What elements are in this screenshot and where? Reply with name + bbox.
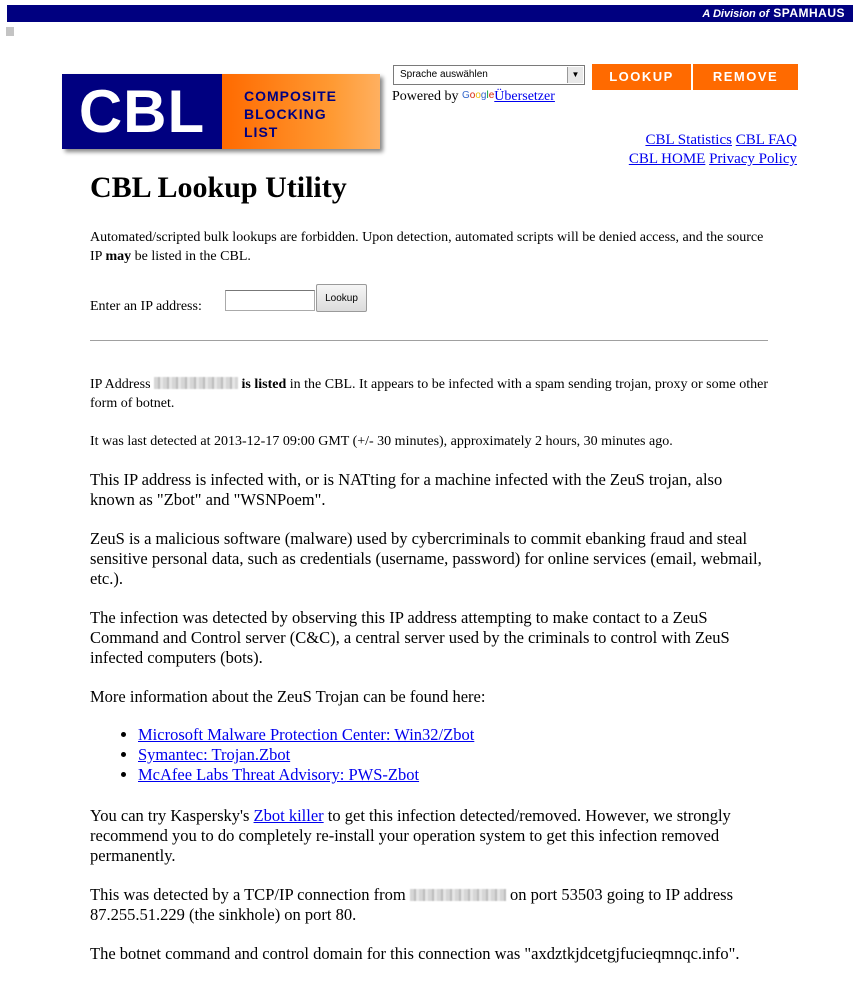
cbl-home-link[interactable]: CBL HOME <box>628 151 706 167</box>
ip-address-label: Enter an IP address: <box>90 299 202 314</box>
list-item <box>138 745 474 765</box>
divider <box>90 340 768 341</box>
spamhaus-logo[interactable]: SPAMHAUS <box>773 6 845 20</box>
listing-result: IP Address is listed in the CBL. It appears to be infected with a spam sending trojan, proxy or some other form of botnet. <box>90 377 768 411</box>
zeus-description: ZeuS is a malicious software (malware) used by cybercriminals to commit ebanking fraud and steal sensitive personal data, such as credentials (username, password) for online services (email, webmail, etc.). <box>90 529 762 588</box>
lookup-submit-button[interactable]: Lookup <box>316 284 367 312</box>
division-text: A Division of <box>702 8 770 20</box>
list-item <box>138 765 474 785</box>
bulk-lookup-warning: Automated/scripted bulk lookups are forbidden. Upon detection, automated scripts will be denied access, and the source IP may be listed in the CBL. <box>90 230 764 264</box>
last-detected: It was last detected at 2013-12-17 09:00 GMT (+/- 30 minutes), approximately 2 hours, 30 minutes ago. <box>90 434 673 449</box>
language-select[interactable] <box>393 65 585 85</box>
google-logo: Google <box>462 90 495 101</box>
page-title: CBL Lookup Utility <box>90 171 347 204</box>
kaspersky-recommendation: You can try Kaspersky's Zbot killer to get this infection detected/removed. However, we strongly recommend you to do completely re-install your operation system to get this infection removed permanently. <box>90 806 731 865</box>
powered-by-label: Powered by <box>392 89 459 104</box>
symantec-zbot-link[interactable]: Symantec: Trojan.Zbot <box>138 745 291 764</box>
mcafee-zbot-link[interactable]: McAfee Labs Threat Advisory: PWS-Zbot <box>138 765 420 784</box>
infection-summary: This IP address is infected with, or is NATting for a machine infected with the ZeuS trojan, also known as "Zbot" and "WSNPoem". <box>90 470 723 509</box>
detection-method: The infection was detected by observing this IP address attempting to make contact to a ZeuS Command and Control server (C&C), a central server used by the criminals to control with ZeuS infected computers (bots). <box>90 608 730 667</box>
cbl-logo-name <box>222 74 380 149</box>
chevron-down-icon[interactable]: ▼ <box>567 67 583 83</box>
zbot-killer-link[interactable]: Zbot killer <box>253 806 324 825</box>
reference-links <box>90 725 474 785</box>
list-item <box>138 725 474 745</box>
microsoft-zbot-link[interactable]: Microsoft Malware Protection Center: Win32/Zbot <box>138 725 475 744</box>
main-nav-buttons <box>592 64 798 90</box>
privacy-policy-link[interactable]: Privacy Policy <box>709 151 797 167</box>
cbl-faq-link[interactable]: CBL FAQ <box>735 132 797 148</box>
spamhaus-division-bar <box>7 5 853 22</box>
cbl-logo-acronym: CBL <box>62 74 222 149</box>
redacted-ip <box>154 377 238 389</box>
logo-line-blocking: BLOCKING <box>244 106 327 122</box>
language-select-value: Sprache auswählen <box>400 69 488 80</box>
more-info-intro: More information about the ZeuS Trojan can be found here: <box>90 687 486 706</box>
cbl-statistics-link[interactable]: CBL Statistics <box>645 132 732 148</box>
logo-line-list: LIST <box>244 124 279 140</box>
botnet-domain: The botnet command and control domain for this connection was "axdztkjdcetgjfucieqmnqc.info". <box>90 944 740 963</box>
logo-line-composite: COMPOSITE <box>244 88 338 104</box>
lookup-nav-button[interactable]: LOOKUP <box>592 64 691 90</box>
remove-nav-button[interactable]: REMOVE <box>691 64 798 90</box>
ip-address-input[interactable] <box>225 290 315 311</box>
translator-link[interactable]: Übersetzer <box>494 89 555 104</box>
top-links <box>629 131 797 169</box>
powered-by-google <box>392 89 555 105</box>
cbl-logo[interactable] <box>62 74 380 149</box>
connection-details: This was detected by a TCP/IP connection from on port 53503 going to IP address 87.255.51.229 (the sinkhole) on port 80. <box>90 885 734 924</box>
redacted-source-ip <box>410 889 506 901</box>
corner-marker <box>6 27 14 36</box>
